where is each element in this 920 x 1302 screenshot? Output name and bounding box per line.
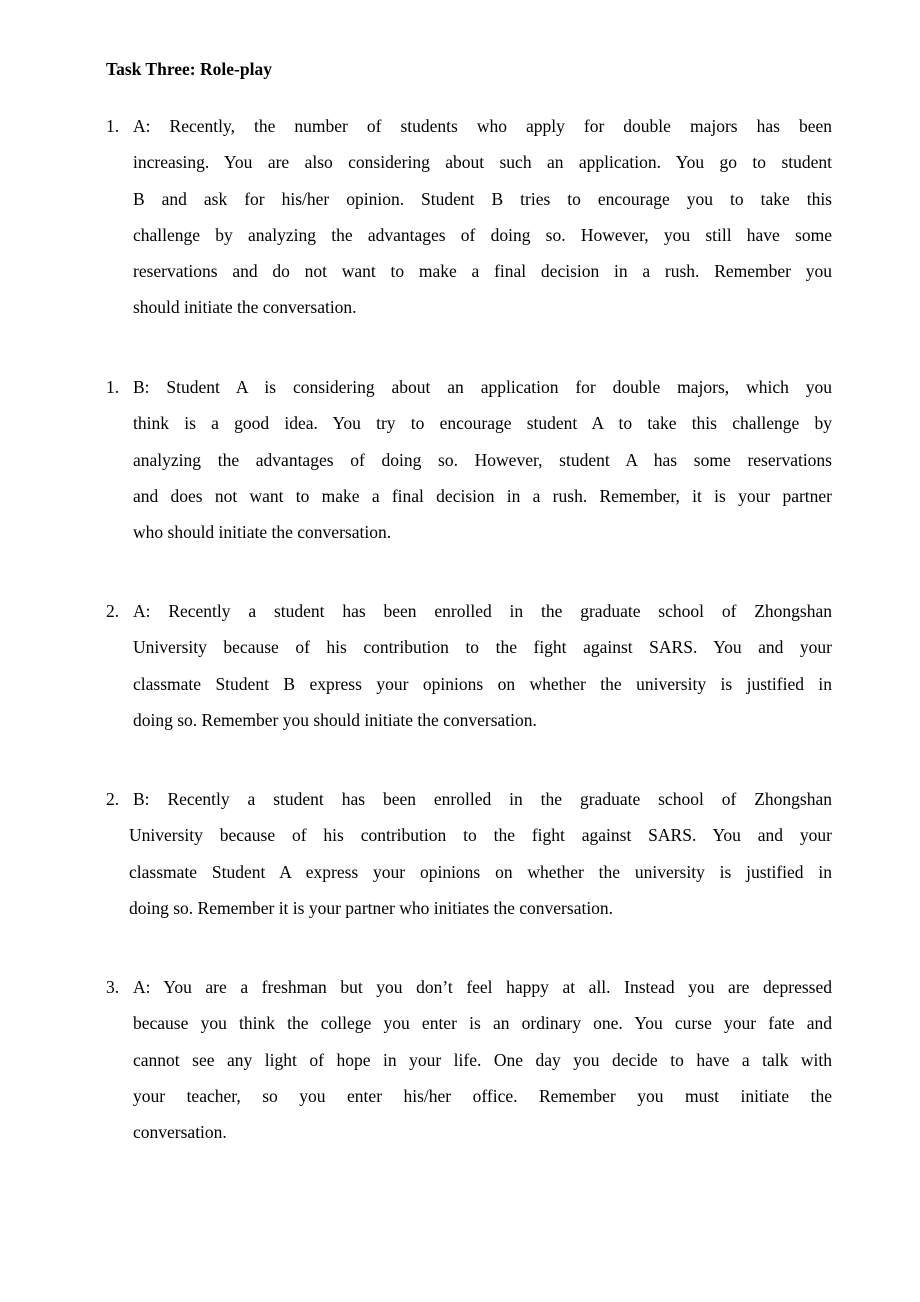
role-play-item-1a: [106, 108, 832, 326]
item-number: 1.: [106, 116, 120, 136]
text-line: analyzing the advantages of doing so. However, student A has some reservations: [133, 449, 832, 470]
text-line: classmate Student B express your opinions on whether the university is justified in: [133, 673, 832, 694]
item-number: 1.: [106, 377, 120, 397]
role-play-item-3a: [106, 969, 832, 1150]
text-line: think is a good idea. You try to encourage student A to take this challenge by: [133, 413, 832, 434]
text-line: B and ask for his/her opinion. Student B tries to encourage you to take this: [133, 188, 832, 209]
item-number: 2.: [106, 789, 120, 809]
text-line: your teacher, so you enter his/her office. Remember you must initiate the: [133, 1085, 832, 1106]
item-text: [133, 369, 832, 550]
text-line: and does not want to make a final decision in a rush. Remember, it is your partner: [133, 485, 832, 506]
role-play-item-2b: [106, 781, 832, 926]
text-line: University because of his contribution to the fight against SARS. You and your: [129, 825, 832, 846]
text-line: A: Recently, the number of students who apply for double majors has been: [133, 116, 832, 136]
text-line: should initiate the conversation.: [133, 297, 357, 318]
text-line: B: Student A is considering about an application for double majors, which you: [133, 377, 832, 397]
item-text: [129, 781, 832, 926]
role-play-item-1b: [106, 369, 832, 550]
text-line: because you think the college you enter is an ordinary one. You curse your fate and: [133, 1013, 832, 1034]
item-number: 3.: [106, 977, 120, 997]
text-line: increasing. You are also considering about such an application. You go to student: [133, 152, 832, 173]
item-text: [133, 593, 832, 738]
text-line: B: Recently a student has been enrolled in the graduate school of Zhongshan: [133, 789, 832, 809]
text-line: conversation.: [133, 1122, 227, 1143]
item-text: [133, 969, 832, 1150]
text-line: challenge by analyzing the advantages of doing so. However, you still have some: [133, 224, 832, 245]
item-text: [133, 108, 832, 326]
text-line: cannot see any light of hope in your life. One day you decide to have a talk with: [133, 1049, 832, 1070]
text-line: University because of his contribution to the fight against SARS. You and your: [133, 637, 832, 658]
text-line: reservations and do not want to make a final decision in a rush. Remember you: [133, 261, 832, 282]
page-title: Task Three: Role-play: [106, 59, 272, 79]
text-line: who should initiate the conversation.: [133, 522, 392, 543]
text-line: A: You are a freshman but you don’t feel happy at all. Instead you are depressed: [133, 977, 832, 997]
text-line: doing so. Remember you should initiate the conversation.: [133, 709, 537, 730]
text-line: classmate Student A express your opinions on whether the university is justified in: [129, 861, 832, 882]
text-line: A: Recently a student has been enrolled in the graduate school of Zhongshan: [133, 601, 832, 621]
item-number: 2.: [106, 601, 120, 621]
role-play-item-2a: [106, 593, 832, 738]
text-line: doing so. Remember it is your partner who initiates the conversation.: [129, 897, 614, 918]
